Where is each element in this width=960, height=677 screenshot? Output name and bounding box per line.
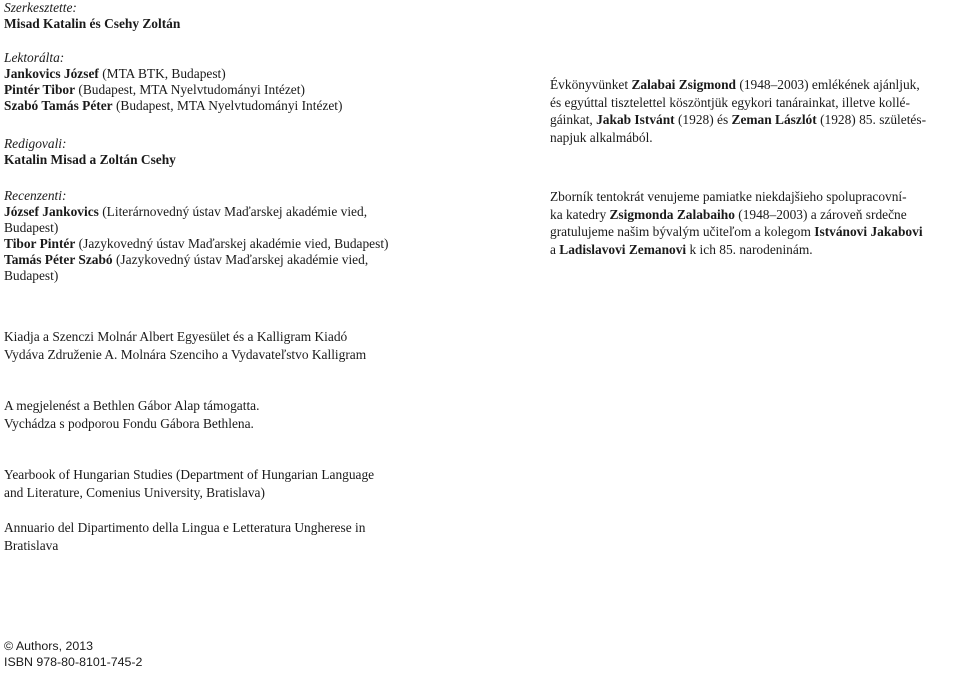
editors-sk-names: Katalin Misad a Zoltán Csehy — [4, 152, 176, 167]
reviewer-hu-line: Pintér Tibor (Budapest, MTA Nyelvtudományi Intézet) — [4, 82, 305, 97]
yearbook-en: Yearbook of Hungarian Studies (Department of Hungarian Language and Literature, Comenius University, Bratislava) — [4, 467, 375, 500]
reviewers-sk-label: Recenzenti: — [4, 188, 67, 203]
reviewers-sk-block — [4, 188, 389, 284]
reviewer-sk-line: József Jankovics (Literárnovedný ústav Maďarskej akadémie vied, — [4, 204, 368, 219]
reviewer-sk-line: Tamás Péter Szabó (Jazykovedný ústav Maďarskej akadémie vied, — [4, 252, 369, 267]
editors-names: Misad Katalin és Csehy Zoltán — [4, 16, 181, 31]
yearbook-it: Annuario del Dipartimento della Lingua e Letteratura Ungherese in Bratislava — [4, 520, 366, 553]
copyright-authors: © Authors, 2013 — [4, 639, 94, 653]
reviewer-hu-line: Jankovics József (MTA BTK, Budapest) — [4, 66, 226, 81]
publisher-hu: Kiadja a Szenczi Molnár Albert Egyesület és a Kalligram Kiadó — [4, 329, 348, 344]
dedication-hu: Évkönyvünket Zalabai Zsigmond (1948–2003) emlékének ajánljuk, és egyúttal tisztelettel köszöntjük egykori tanárainkat, illetve kollé- gáinkat, Jakab Istvánt (1928) és Zeman Lászlót (1928) 85. születés- napjuk alkalmából. — [550, 77, 927, 145]
support-sk: Vychádza s podporou Fondu Gábora Bethlena. — [4, 416, 254, 431]
support-block — [4, 397, 259, 433]
reviewer-sk-line: Tibor Pintér (Jazykovedný ústav Maďarskej akadémie vied, Budapest) — [4, 236, 389, 251]
reviewer-hu-line: Szabó Tamás Péter (Budapest, MTA Nyelvtudományi Intézet) — [4, 98, 343, 113]
publisher-sk: Vydáva Združenie A. Molnára Szenciho a Vydavateľstvo Kalligram — [4, 347, 367, 362]
reviewers-hu-label: Lektorálta: — [4, 50, 65, 65]
dedication-sk: Zborník tentokrát venujeme pamiatke niekdajšieho spolupracovní- ka katedry Zsigmonda Zalabaiho (1948–2003) a zároveň srdečne gratulujeme našim bývalým učiteľom a kolegom Istvánovi Jakabovi a Ladislavovi Zemanovi k ich 85. narodeninám. — [550, 189, 923, 257]
isbn: ISBN 978-80-8101-745-2 — [4, 654, 143, 669]
reviewers-hu-block — [4, 50, 342, 114]
editors-block — [4, 0, 180, 32]
editors-sk-block — [4, 136, 176, 168]
editors-sk-label: Redigovali: — [4, 136, 67, 151]
editors-label: Szerkesztette: — [4, 0, 77, 15]
support-hu: A megjelenést a Bethlen Gábor Alap támogatta. — [4, 398, 260, 413]
reviewer-sk-line: Budapest) — [4, 220, 59, 235]
copyright-block — [4, 639, 142, 670]
publisher-block — [4, 328, 366, 364]
reviewer-sk-line: Budapest) — [4, 268, 59, 283]
